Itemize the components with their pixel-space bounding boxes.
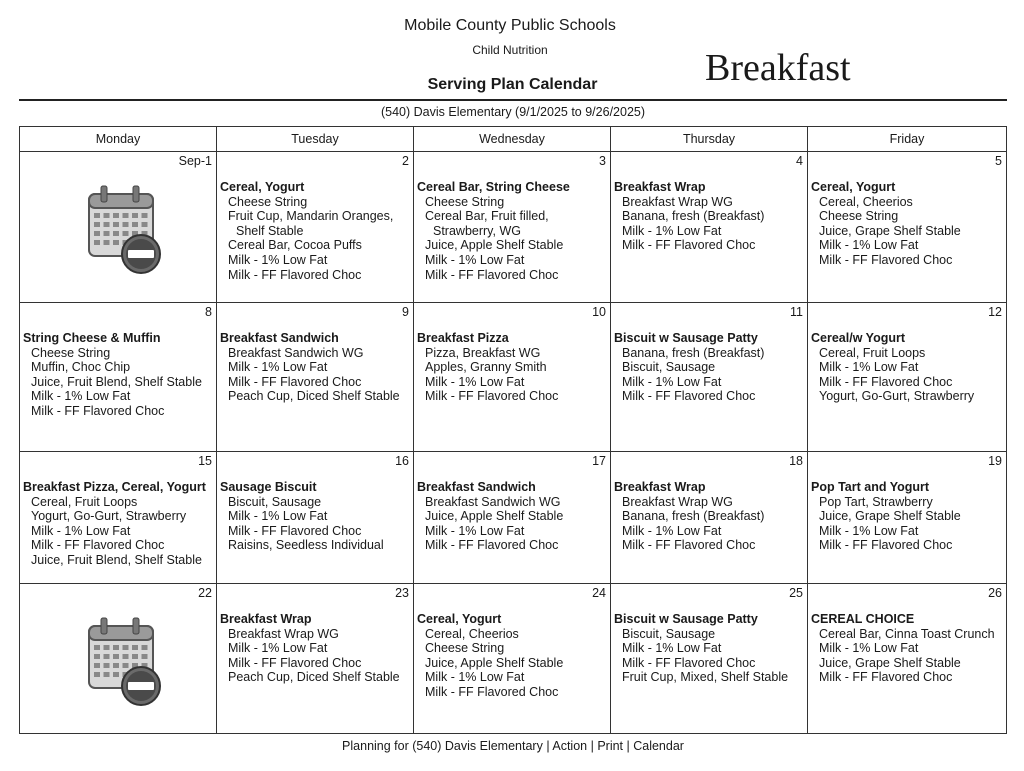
day-cell (414, 152, 611, 303)
footer-separator: | (623, 739, 634, 753)
menu-item: Milk - 1% Low Fat (622, 523, 722, 538)
menu-item: Milk - 1% Low Fat (819, 523, 919, 538)
day-date: 18 (789, 454, 803, 468)
menu-item: Milk - 1% Low Fat (228, 509, 328, 524)
day-cell (611, 584, 808, 734)
menu-item: Juice, Grape Shelf Stable (819, 509, 961, 524)
menu-item: Cheese String (425, 641, 505, 656)
menu-item: Milk - 1% Low Fat (228, 641, 328, 656)
menu-item: Fruit Cup, Mandarin Oranges, (228, 209, 394, 224)
menu-items (220, 180, 410, 282)
day-date: 26 (988, 586, 1002, 600)
day-cell (217, 152, 414, 303)
menu-item: Milk - FF Flavored Choc (228, 267, 362, 282)
menu-item: Cheese String (31, 345, 111, 360)
weekday-header: Monday (20, 127, 217, 152)
week-row (20, 303, 1007, 452)
menu-item: Milk - 1% Low Fat (425, 670, 525, 685)
menu-item: Peach Cup, Diced Shelf Stable (228, 389, 400, 404)
menu-item: Milk - FF Flavored Choc (228, 655, 362, 670)
menu-plan-name: Pop Tart and Yogurt (811, 480, 930, 494)
menu-items (417, 180, 607, 282)
menu-item: Raisins, Seedless Individual (228, 538, 384, 553)
day-cell (414, 452, 611, 584)
menu-item: Juice, Apple Shelf Stable (425, 509, 564, 524)
day-cell (217, 303, 414, 452)
meal-type-label: Breakfast (705, 47, 851, 89)
menu-plan-name: Cereal, Yogurt (220, 180, 305, 194)
menu-item: Strawberry, WG (433, 223, 521, 238)
week-row (20, 452, 1007, 584)
day-cell (611, 452, 808, 584)
day-date: 16 (395, 454, 409, 468)
menu-items (811, 480, 1003, 553)
menu-item: Milk - 1% Low Fat (228, 360, 328, 375)
menu-item: Breakfast Wrap WG (622, 194, 733, 209)
menu-item: Milk - FF Flavored Choc (425, 389, 559, 404)
menu-plan-name: Breakfast Sandwich (417, 480, 536, 494)
menu-item: Yogurt, Go-Gurt, Strawberry (31, 509, 187, 524)
day-date: 8 (205, 305, 212, 319)
menu-plan-name: Cereal/w Yogurt (811, 331, 906, 345)
day-date: 5 (995, 154, 1002, 168)
day-date: 9 (402, 305, 409, 319)
weekday-header-row (20, 127, 1007, 152)
weekday-header: Friday (808, 127, 1007, 152)
day-date: 25 (789, 586, 803, 600)
menu-plan-name: Sausage Biscuit (220, 480, 317, 494)
menu-item: Milk - 1% Low Fat (228, 252, 328, 267)
menu-item: Breakfast Sandwich WG (228, 345, 364, 360)
menu-item: Cheese String (425, 194, 505, 209)
menu-items (220, 480, 410, 553)
day-date: 11 (790, 305, 803, 319)
footer-link-calendar[interactable]: Calendar (633, 739, 684, 753)
day-date: 3 (599, 154, 606, 168)
menu-item: Milk - 1% Low Fat (622, 641, 722, 656)
menu-item: Breakfast Sandwich WG (425, 494, 561, 509)
menu-items (614, 480, 804, 553)
day-cell (20, 584, 217, 734)
calendar-no-service-icon (85, 180, 169, 276)
weekday-header: Thursday (611, 127, 808, 152)
menu-item: Milk - 1% Low Fat (425, 252, 525, 267)
menu-item: Muffin, Choc Chip (31, 360, 131, 375)
menu-item: Cereal Bar, Fruit filled, (425, 209, 549, 224)
menu-item: Shelf Stable (236, 223, 304, 238)
menu-item: Milk - 1% Low Fat (819, 360, 919, 375)
menu-items (417, 612, 607, 700)
menu-items (614, 331, 804, 404)
menu-plan-name: Breakfast Wrap (614, 480, 706, 494)
day-cell (808, 584, 1007, 734)
menu-item: Peach Cup, Diced Shelf Stable (228, 670, 400, 685)
menu-item: Juice, Apple Shelf Stable (425, 238, 564, 253)
day-cell (808, 452, 1007, 584)
menu-item: Milk - FF Flavored Choc (819, 252, 953, 267)
footer-link-print[interactable]: Print (597, 739, 624, 753)
menu-items (811, 180, 1003, 268)
menu-item: Apples, Granny Smith (425, 360, 547, 375)
menu-item: Biscuit, Sausage (228, 494, 322, 509)
day-date: 10 (592, 305, 606, 319)
menu-plan-name: CEREAL CHOICE (811, 612, 915, 626)
menu-plan-name: Biscuit w Sausage Patty (614, 612, 758, 626)
week-row (20, 152, 1007, 303)
menu-item: Milk - FF Flavored Choc (228, 374, 362, 389)
menu-item: Milk - FF Flavored Choc (819, 670, 953, 685)
footer-planning-label: Planning for (540) Davis Elementary (342, 739, 543, 753)
menu-plan-name: Biscuit w Sausage Patty (614, 331, 758, 345)
menu-item: Cheese String (819, 209, 899, 224)
menu-items (417, 480, 607, 553)
day-cell (414, 584, 611, 734)
day-date: Sep-1 (178, 154, 212, 168)
menu-item: Pizza, Breakfast WG (425, 345, 541, 360)
footer-separator: | (587, 739, 598, 753)
menu-item: Milk - 1% Low Fat (425, 374, 525, 389)
footer-nav (19, 739, 1007, 753)
menu-plan-name: Breakfast Wrap (220, 612, 312, 626)
menu-item: Juice, Grape Shelf Stable (819, 655, 961, 670)
menu-item: Milk - 1% Low Fat (622, 223, 722, 238)
day-cell (20, 152, 217, 303)
menu-item: Milk - 1% Low Fat (622, 374, 722, 389)
day-date: 23 (395, 586, 409, 600)
menu-item: Milk - FF Flavored Choc (622, 538, 756, 553)
menu-item: Fruit Cup, Mixed, Shelf Stable (622, 670, 789, 685)
menu-plan-name: Breakfast Pizza (417, 331, 509, 345)
menu-item: Milk - FF Flavored Choc (819, 374, 953, 389)
menu-item: Milk - 1% Low Fat (425, 523, 525, 538)
menu-item: Banana, fresh (Breakfast) (622, 509, 765, 524)
menu-item: Milk - 1% Low Fat (31, 523, 131, 538)
day-cell (20, 303, 217, 452)
day-date: 4 (796, 154, 803, 168)
menu-items (614, 180, 804, 253)
day-date: 15 (198, 454, 212, 468)
menu-items (614, 612, 804, 685)
day-cell (20, 452, 217, 584)
day-date: 2 (402, 154, 409, 168)
menu-items (811, 612, 1003, 685)
menu-item: Biscuit, Sausage (622, 360, 716, 375)
menu-item: Cereal, Cheerios (819, 194, 913, 209)
menu-item: Milk - FF Flavored Choc (622, 238, 756, 253)
menu-item: Yogurt, Go-Gurt, Strawberry (819, 389, 975, 404)
menu-items (417, 331, 607, 404)
menu-item: Banana, fresh (Breakfast) (622, 345, 765, 360)
menu-plan-name: Cereal, Yogurt (811, 180, 896, 194)
menu-item: Milk - 1% Low Fat (819, 641, 919, 656)
school-date-range: (540) Davis Elementary (9/1/2025 to 9/26/2025) (380, 105, 646, 119)
menu-item: Milk - FF Flavored Choc (425, 684, 559, 699)
day-cell (808, 152, 1007, 303)
menu-item: Cereal Bar, Cocoa Puffs (228, 238, 362, 253)
menu-plan-name: Breakfast Pizza, Cereal, Yogurt (23, 480, 206, 494)
day-date: 24 (592, 586, 606, 600)
menu-item: Biscuit, Sausage (622, 626, 716, 641)
serving-calendar (19, 126, 1007, 734)
menu-item: Milk - FF Flavored Choc (622, 389, 756, 404)
footer-separator: | (542, 739, 553, 753)
menu-item: Milk - FF Flavored Choc (819, 538, 953, 553)
menu-plan-name: Cereal, Yogurt (417, 612, 502, 626)
page-title: Serving Plan Calendar (427, 76, 598, 93)
day-cell (414, 303, 611, 452)
menu-item: Milk - 1% Low Fat (31, 389, 131, 404)
header-divider (19, 99, 1007, 101)
menu-item: Juice, Apple Shelf Stable (425, 655, 564, 670)
day-date: 12 (988, 305, 1002, 319)
menu-item: Breakfast Wrap WG (622, 494, 733, 509)
menu-items (23, 480, 213, 568)
organization-name: Mobile County Public Schools (404, 17, 616, 34)
menu-item: Milk - FF Flavored Choc (31, 538, 165, 553)
menu-item: Pop Tart, Strawberry (819, 494, 933, 509)
menu-items (220, 331, 410, 404)
menu-item: Breakfast Wrap WG (228, 626, 339, 641)
day-date: 19 (988, 454, 1002, 468)
menu-item: Juice, Fruit Blend, Shelf Stable (31, 374, 202, 389)
menu-item: Cereal, Fruit Loops (819, 345, 926, 360)
weekday-header: Wednesday (414, 127, 611, 152)
menu-item: Milk - FF Flavored Choc (622, 655, 756, 670)
week-row (20, 584, 1007, 734)
menu-plan-name: Breakfast Wrap (614, 180, 706, 194)
calendar-no-service-icon (85, 612, 169, 708)
menu-plan-name: String Cheese & Muffin (23, 331, 161, 345)
day-cell (808, 303, 1007, 452)
menu-item: Juice, Grape Shelf Stable (819, 223, 961, 238)
menu-items (23, 331, 213, 419)
menu-item: Cereal, Cheerios (425, 626, 519, 641)
day-cell (217, 584, 414, 734)
menu-item: Cereal, Fruit Loops (31, 494, 138, 509)
footer-link-action[interactable]: Action (552, 739, 588, 753)
day-cell (611, 152, 808, 303)
menu-items (811, 331, 1003, 404)
menu-item: Milk - FF Flavored Choc (31, 403, 165, 418)
department-name: Child Nutrition (472, 43, 548, 57)
menu-items (220, 612, 410, 685)
menu-plan-name: Breakfast Sandwich (220, 331, 339, 345)
weekday-header: Tuesday (217, 127, 414, 152)
menu-item: Milk - 1% Low Fat (819, 238, 919, 253)
menu-item: Juice, Fruit Blend, Shelf Stable (31, 552, 202, 567)
menu-plan-name: Cereal Bar, String Cheese (417, 180, 570, 194)
day-cell (611, 303, 808, 452)
menu-item: Milk - FF Flavored Choc (425, 267, 559, 282)
menu-item: Milk - FF Flavored Choc (228, 523, 362, 538)
menu-item: Milk - FF Flavored Choc (425, 538, 559, 553)
menu-item: Cereal Bar, Cinna Toast Crunch (819, 626, 995, 641)
menu-item: Cheese String (228, 194, 308, 209)
menu-item: Banana, fresh (Breakfast) (622, 209, 765, 224)
day-cell (217, 452, 414, 584)
day-date: 17 (592, 454, 606, 468)
day-date: 22 (198, 586, 212, 600)
